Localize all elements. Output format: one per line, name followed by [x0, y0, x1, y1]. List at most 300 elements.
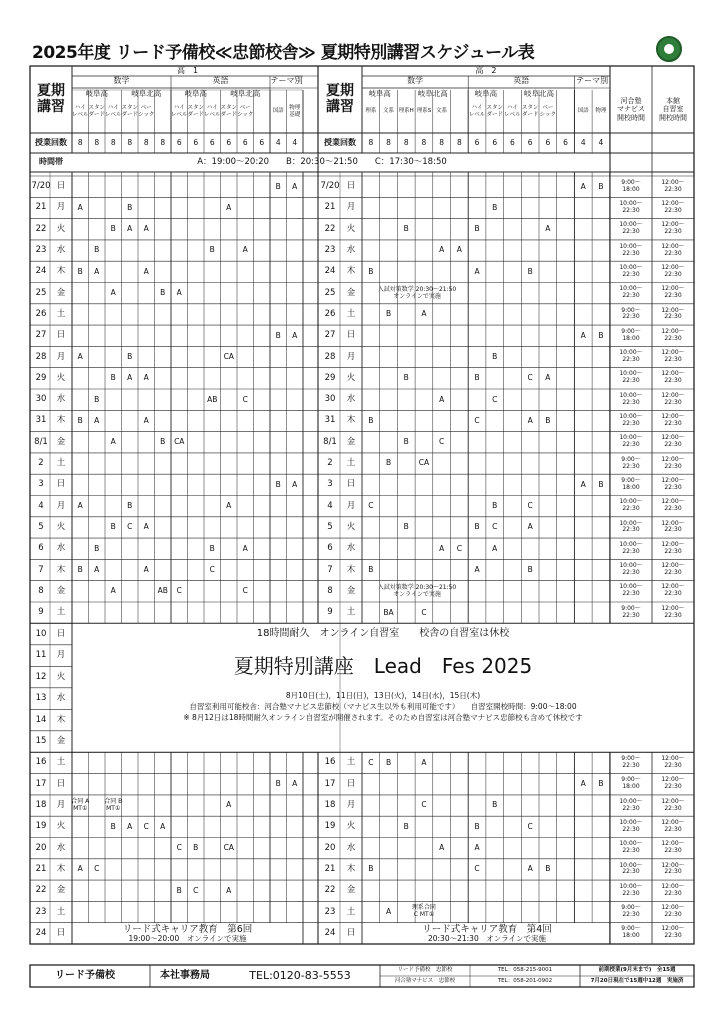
footer-tel: TEL:0120-83-5553	[249, 969, 351, 983]
july-weekday-left: 木	[56, 415, 66, 426]
july-left-class: A	[110, 437, 116, 447]
left-count-12: 4	[275, 138, 281, 148]
july-kawai-time: 10:00～ 22:30	[619, 391, 643, 406]
july-right-class: A	[439, 543, 445, 553]
aug-date-left: 21	[35, 863, 47, 874]
july-honkan-time: 12:00～ 22:30	[661, 242, 685, 257]
aug-left-class: 合同 B MT①	[104, 797, 123, 812]
july-right-class: A	[527, 415, 533, 425]
closed-date: 15	[35, 736, 47, 747]
right-level-10: ベー シック	[539, 105, 557, 118]
left-level-2: ハイ レベル	[105, 105, 122, 118]
footer-branch2-tel: TEL：058-201-0902	[497, 977, 553, 984]
right-level-0: 理系	[365, 108, 377, 115]
july-date-left: 9	[38, 607, 44, 618]
july-left-class: A	[143, 415, 149, 425]
july-left-class: B	[275, 181, 281, 191]
aug-left-class: B	[193, 843, 199, 853]
aug-weekday-left: 土	[56, 757, 66, 768]
july-kawai-time: 10:00～ 22:30	[619, 221, 643, 236]
july-right-class: B	[474, 522, 480, 532]
aug-weekday-left: 水	[56, 842, 66, 853]
july-weekday-right: 日	[346, 479, 356, 490]
aug-date-right: 22	[324, 885, 336, 896]
right-level-9: スタン ダード	[521, 105, 539, 118]
left-level-9: スタン ダード	[220, 105, 238, 118]
aug-weekday-right: 土	[346, 757, 356, 768]
july-weekday-right: 日	[346, 330, 356, 341]
aug-kawai-time: 10:00～ 22:30	[619, 861, 643, 876]
july-weekday-right: 水	[346, 245, 356, 256]
july-left-class: A	[143, 266, 149, 276]
july-left-class: A	[94, 266, 100, 276]
july-date-right: 26	[324, 308, 336, 319]
july-right-class: A	[580, 181, 586, 191]
july-honkan-time: 12:00～ 22:30	[661, 476, 685, 491]
left-count-5: 8	[160, 138, 166, 148]
july-honkan-time: 12:00～ 22:30	[661, 370, 685, 385]
july-right-class: B	[368, 564, 374, 574]
aug-date-right: 20	[324, 842, 336, 853]
july-kawai-time: 10:00～ 22:30	[619, 540, 643, 555]
july-date-right: 5	[327, 521, 333, 532]
right-block-label: 夏期 講習	[326, 83, 354, 115]
right-count-label: 授業回数	[324, 137, 356, 147]
july-left-class: A	[242, 543, 248, 553]
july-right-class: B	[403, 373, 409, 383]
aug-right-class: C	[474, 864, 480, 874]
july-weekday-left: 日	[56, 330, 66, 341]
right-level-3: 理系S	[416, 108, 432, 115]
july-weekday-left: 日	[56, 181, 66, 192]
july-left-class: A	[110, 288, 116, 298]
closed-note: ※ 8月12日は18時間耐久オンライン自習室が開催されます。そのため自習室は河合塾マナビス忠節校も含めて休校です	[183, 712, 583, 722]
aug-date-right: 17	[324, 778, 336, 789]
july-date-left: 29	[35, 372, 47, 383]
aug-date-left: 19	[35, 821, 47, 832]
footer-branch2: 河合塾マナビス 忠節校	[394, 977, 456, 984]
left-grade-label: 高 1	[176, 65, 199, 75]
aug-right-class: C	[527, 821, 533, 831]
aug-honkan-time: 12:00～ 22:30	[661, 776, 685, 791]
july-date-right: 6	[327, 543, 333, 554]
aug-date-right: 24	[324, 927, 336, 938]
july-right-class: CA	[418, 458, 430, 468]
aug-right-class: B	[598, 779, 604, 789]
july-date-right: 27	[324, 330, 336, 341]
right-count-6: 6	[474, 138, 480, 148]
aug-honkan-time: 12:00～ 22:30	[661, 861, 685, 876]
july-honkan-time: 12:00～ 22:30	[661, 540, 685, 555]
right-count-13: 4	[598, 138, 604, 148]
aug-weekday-left: 火	[56, 821, 66, 832]
july-date-left: 6	[38, 543, 44, 554]
july-kawai-time: 10:00～ 22:30	[619, 370, 643, 385]
july-left-class: B	[94, 245, 100, 255]
july-right-class: B	[598, 330, 604, 340]
july-right-class: B	[474, 373, 480, 383]
july-date-right: 2	[327, 458, 333, 469]
right-level-6: ハイ レベル	[468, 105, 486, 118]
july-honkan-time: 12:00～ 22:30	[661, 221, 685, 236]
july-left-class: A	[143, 373, 149, 383]
left-count-8: 6	[209, 138, 215, 148]
closed-date: 13	[35, 693, 47, 704]
july-kawai-time: 10:00～ 22:30	[619, 242, 643, 257]
aug-kawai-time: 9:00～ 22:30	[621, 904, 641, 919]
july-date-right: 21	[324, 202, 336, 213]
july-honkan-time: 12:00～ 22:30	[661, 498, 685, 513]
july-date-right: 29	[324, 372, 336, 383]
aug-weekday-left: 木	[56, 863, 66, 874]
right-subject-2: テーマ別	[576, 75, 609, 85]
july-date-left: 21	[35, 202, 47, 213]
july-date-left: 31	[35, 415, 47, 426]
right-count-7: 6	[492, 138, 498, 148]
aug-right-class: A	[385, 906, 392, 916]
july-right-class: C	[368, 501, 374, 511]
july-weekday-right: 火	[346, 223, 356, 234]
left-level-13: 物理 基礎	[289, 105, 301, 118]
july-date-left: 27	[35, 330, 47, 341]
july-right-class: C	[492, 522, 498, 532]
july-left-class: B	[160, 437, 166, 447]
right-level-2: 理系H	[398, 108, 414, 115]
right-subject-0: 数学	[407, 75, 424, 85]
july-left-class: A	[143, 564, 149, 574]
july-weekday-right: 水	[346, 394, 356, 405]
july-left-class: B	[110, 522, 116, 532]
aug-weekday-right: 金	[346, 885, 356, 896]
july-right-class: A	[527, 522, 533, 532]
aug-weekday-right: 木	[346, 863, 356, 874]
july-right-note: 入試対策数学 20:30～21:50 オンラインで実施	[377, 584, 457, 599]
aug-right-class: B	[474, 821, 480, 831]
july-honkan-time: 12:00～ 22:30	[661, 285, 685, 300]
footer-office: 本社事務局	[160, 969, 210, 981]
footer-branch1-tel: TEL：058-215-9001	[497, 966, 553, 973]
closed-weekday: 金	[56, 736, 66, 747]
aug-left-class: A	[292, 779, 298, 789]
left-count-9: 6	[226, 138, 232, 148]
july-right-class: C	[527, 501, 533, 511]
left-count-7: 6	[193, 138, 199, 148]
july-left-class: B	[127, 501, 133, 511]
aug-right-class: C	[421, 800, 427, 810]
aug-date-left: 24	[35, 927, 47, 938]
july-weekday-right: 火	[346, 521, 356, 532]
july-left-class: C	[209, 564, 215, 574]
july-date-left: 7/20	[31, 181, 51, 192]
right-level-8: ハイ レベル	[504, 105, 521, 118]
july-left-class: B	[209, 543, 215, 553]
july-left-class: A	[77, 351, 83, 361]
july-left-class: B	[127, 202, 133, 212]
july-kawai-time: 10:00～ 22:30	[619, 562, 643, 577]
aug-date-right: 21	[324, 863, 336, 874]
closed-date: 11	[35, 650, 47, 661]
kawai-header: 河合塾 マナビス 開校時間	[617, 96, 645, 122]
aug-left-class: A	[160, 821, 166, 831]
aug-date-left: 17	[35, 778, 47, 789]
left-level-4: ベー シック	[138, 105, 155, 118]
right-count-5: 8	[456, 138, 462, 148]
july-right-class: C	[474, 415, 480, 425]
july-left-class: B	[77, 415, 83, 425]
july-weekday-left: 土	[56, 607, 66, 618]
left-count-6: 6	[176, 138, 182, 148]
aug-weekday-right: 火	[346, 821, 356, 832]
career-right-time: 20:30～21:30 オンラインで実施	[427, 933, 546, 943]
left-level-0: ハイ レベル	[72, 105, 89, 118]
honkan-header: 本館 自習室 開校時間	[659, 96, 687, 122]
left-level-6: ハイ レベル	[171, 105, 188, 118]
right-count-3: 8	[421, 138, 427, 148]
aug-date-right: 19	[324, 821, 336, 832]
career-right-title: リード式キャリア教育 第4回	[422, 923, 552, 935]
july-weekday-right: 金	[346, 287, 356, 298]
july-weekday-left: 月	[56, 202, 66, 213]
aug-kawai-time: 9:00～ 18:00	[621, 776, 641, 791]
july-weekday-left: 土	[56, 458, 66, 469]
july-honkan-time: 12:00～ 22:30	[661, 455, 685, 470]
left-count-10: 6	[242, 138, 248, 148]
aug-kawai-time: 10:00～ 22:30	[619, 882, 643, 897]
july-right-class: A	[492, 543, 498, 553]
aug-right-class: B	[492, 800, 498, 810]
july-left-class: A	[127, 373, 133, 383]
aug-weekday-left: 金	[56, 885, 66, 896]
july-date-left: 24	[35, 266, 47, 277]
july-right-class: B	[385, 309, 392, 319]
aug-weekday-left: 土	[56, 906, 66, 917]
july-right-class: A	[545, 224, 551, 234]
july-honkan-time: 12:00～ 22:30	[661, 200, 685, 214]
july-right-class: B	[527, 266, 533, 276]
july-right-class: B	[492, 202, 498, 212]
july-kawai-time: 9:00～ 18:00	[621, 476, 641, 491]
july-weekday-right: 土	[346, 458, 356, 469]
footer-note2: 7月20日現在で15週中12週 実施済	[590, 977, 684, 984]
closed-date: 12	[35, 671, 47, 682]
july-date-left: 22	[35, 223, 47, 234]
july-weekday-right: 金	[346, 585, 356, 596]
july-left-class: A	[292, 181, 298, 191]
july-right-class: B	[527, 564, 533, 574]
july-weekday-left: 金	[56, 287, 66, 298]
july-right-class: BA	[383, 607, 394, 617]
july-weekday-left: 木	[56, 266, 66, 277]
july-right-class: B	[598, 181, 604, 191]
left-school-0: 岐阜高	[85, 89, 108, 99]
july-left-class: A	[94, 415, 100, 425]
july-left-class: B	[275, 479, 281, 489]
july-left-class: A	[143, 224, 149, 234]
aug-left-class: A	[127, 821, 133, 831]
july-left-class: B	[77, 564, 83, 574]
closed-weekday: 水	[56, 693, 66, 704]
aug-honkan-time: 12:00～ 22:30	[661, 882, 685, 897]
aug-right-class: B	[385, 757, 392, 767]
right-count-8: 6	[510, 138, 515, 148]
aug-weekday-right: 土	[346, 906, 356, 917]
july-honkan-time: 12:00～ 22:30	[661, 263, 685, 278]
closed-date: 14	[35, 714, 47, 725]
july-right-class: A	[439, 394, 445, 404]
july-weekday-left: 金	[56, 436, 66, 447]
aug-left-class: A	[77, 864, 83, 874]
july-left-class: A	[127, 224, 133, 234]
aug-weekday-right: 日	[346, 927, 356, 938]
left-subject-0: 数学	[113, 75, 130, 85]
july-weekday-right: 木	[346, 266, 356, 277]
aug-honkan-time: 12:00～ 22:30	[661, 755, 685, 769]
right-count-2: 8	[403, 138, 409, 148]
closed-weekday: 木	[56, 714, 66, 725]
july-left-class: B	[77, 266, 83, 276]
july-kawai-time: 9:00～ 18:00	[621, 178, 641, 193]
aug-date-left: 20	[35, 842, 47, 853]
aug-honkan-time: 12:00～ 22:30	[661, 904, 685, 919]
aug-left-class: CA	[223, 843, 234, 853]
july-date-left: 5	[38, 521, 44, 532]
july-date-right: 7	[327, 564, 333, 575]
july-right-class: C	[492, 394, 498, 404]
july-right-class: C	[439, 437, 445, 447]
right-school-0: 岐阜高	[368, 89, 391, 99]
right-count-1: 8	[386, 138, 391, 148]
july-right-class: B	[403, 522, 409, 532]
july-right-class: C	[456, 543, 462, 553]
july-date-left: 28	[35, 351, 47, 362]
right-count-4: 8	[439, 138, 445, 148]
july-left-class: C	[242, 586, 248, 596]
july-date-left: 26	[35, 308, 47, 319]
july-left-class: B	[110, 373, 116, 383]
july-weekday-right: 月	[346, 500, 356, 511]
aug-left-class: B	[176, 885, 182, 895]
july-weekday-left: 火	[56, 372, 66, 383]
right-level-13: 物理	[595, 108, 607, 115]
july-weekday-right: 月	[346, 351, 356, 362]
july-kawai-time: 10:00～ 22:30	[619, 519, 643, 534]
aug-kawai-time: 10:00～ 22:30	[619, 818, 643, 833]
july-weekday-left: 火	[56, 521, 66, 532]
july-left-class: B	[110, 224, 116, 234]
aug-left-class: C	[193, 885, 199, 895]
closed-line1: 18時間耐久 オンライン自習室 校舎の自習室は休校	[256, 627, 510, 639]
right-count-0: 8	[368, 138, 374, 148]
aug-right-class: B	[368, 864, 374, 874]
july-left-class: A	[226, 202, 232, 212]
july-right-class: A	[421, 309, 427, 319]
july-left-class: AB	[157, 586, 168, 596]
july-weekday-left: 土	[56, 308, 66, 319]
aug-weekday-left: 日	[56, 778, 66, 789]
july-weekday-left: 水	[56, 245, 66, 256]
july-left-class: A	[77, 501, 83, 511]
right-level-4: 文系	[436, 108, 448, 115]
left-subject-1: 英語	[212, 75, 229, 85]
aug-honkan-time: 12:00～ 22:30	[661, 925, 685, 940]
july-left-class: CA	[174, 437, 185, 447]
closed-weekday: 火	[56, 671, 66, 682]
aug-left-class: C	[143, 821, 149, 831]
july-honkan-time: 12:00～ 22:30	[661, 604, 685, 619]
july-date-right: 23	[324, 245, 336, 256]
aug-honkan-time: 12:00～ 22:30	[661, 840, 685, 855]
left-level-12: 国語	[272, 108, 284, 115]
july-right-class: A	[580, 330, 586, 340]
left-count-1: 8	[94, 138, 100, 148]
july-left-class: A	[143, 522, 149, 532]
july-left-class: A	[110, 586, 116, 596]
aug-right-class: B	[403, 821, 409, 831]
july-right-class: A	[474, 266, 480, 276]
july-weekday-left: 金	[56, 585, 66, 596]
july-right-class: B	[598, 479, 604, 489]
aug-right-class: 理系合同 C MT①	[411, 904, 436, 919]
closed-headline: 夏期特別講座 Lead Fes 2025	[233, 653, 533, 678]
aug-right-class: C	[368, 757, 374, 767]
closed-weekday: 月	[56, 650, 66, 661]
aug-left-class: B	[275, 779, 281, 789]
july-left-class: B	[209, 245, 215, 255]
july-kawai-time: 10:00～ 22:30	[619, 583, 643, 598]
july-honkan-time: 12:00～ 22:30	[661, 327, 685, 342]
aug-left-class: 合同 A MT①	[71, 797, 90, 812]
footer-note1: 前期授業(9月末まで) 全15週	[598, 966, 676, 973]
july-right-class: B	[368, 266, 374, 276]
july-left-class: B	[160, 288, 166, 298]
aug-date-left: 23	[35, 906, 47, 917]
aug-left-class: C	[176, 843, 182, 853]
july-date-left: 4	[38, 500, 44, 511]
july-weekday-left: 水	[56, 394, 66, 405]
july-left-class: CA	[223, 351, 234, 361]
july-weekday-right: 土	[346, 607, 356, 618]
left-school-3: 岐阜北高	[230, 89, 261, 99]
left-count-label: 授業回数	[35, 137, 67, 147]
july-honkan-time: 12:00～ 22:30	[661, 413, 685, 427]
july-right-class: A	[580, 479, 586, 489]
left-level-10: ベー シック	[237, 105, 254, 118]
july-left-class: B	[94, 543, 100, 553]
july-date-left: 25	[35, 287, 47, 298]
left-school-2: 岐阜高	[184, 89, 207, 99]
july-date-right: 8	[327, 585, 333, 596]
july-weekday-right: 水	[346, 543, 356, 554]
july-left-class: A	[292, 479, 298, 489]
left-subject-2: テーマ別	[270, 75, 303, 85]
aug-left-class: B	[110, 821, 116, 831]
july-kawai-time: 10:00～ 22:30	[619, 200, 643, 214]
july-right-note: 入試対策数学 20:30～21:50 オンラインで実施	[377, 285, 457, 301]
july-date-left: 2	[38, 458, 44, 469]
july-left-class: A	[292, 330, 298, 340]
left-count-11: 6	[259, 138, 265, 148]
aug-weekday-right: 水	[346, 842, 356, 853]
july-date-left: 8/1	[34, 436, 48, 447]
aug-date-right: 18	[324, 800, 336, 811]
july-honkan-time: 12:00～ 22:30	[661, 306, 685, 321]
july-honkan-time: 12:00～ 22:30	[661, 519, 685, 534]
july-kawai-time: 10:00～ 22:30	[619, 434, 643, 449]
july-honkan-time: 12:00～ 22:30	[661, 178, 685, 193]
july-kawai-time: 10:00～ 22:30	[619, 263, 643, 278]
july-weekday-left: 日	[56, 479, 66, 490]
july-right-class: B	[403, 437, 409, 447]
